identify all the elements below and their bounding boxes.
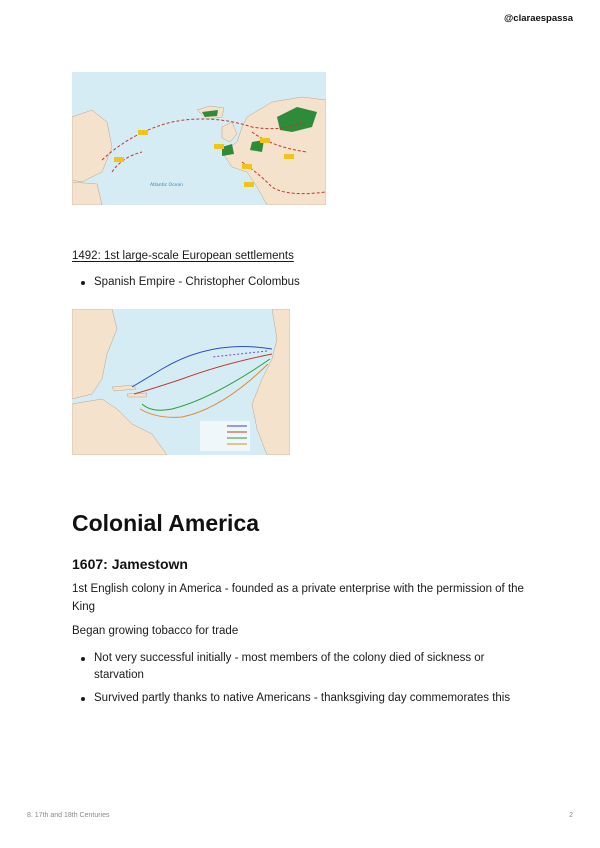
columbus-voyages-map-image <box>72 309 290 455</box>
list-item: Not very successful initially - most members of the colony died of sickness or starvation <box>72 650 532 684</box>
paragraph: 1st English colony in America - founded as a private enterprise with the permission of the King <box>72 583 524 613</box>
page-title: Colonial America <box>72 510 260 536</box>
section-bullet-list <box>72 274 532 291</box>
ocean-label: Atlantic Ocean <box>150 183 183 188</box>
columbus-voyages-map-icon <box>72 309 290 455</box>
viking-routes-map-image <box>72 72 326 205</box>
list-item: Survived partly thanks to native Americans - thanksgiving day commemorates this <box>72 690 532 707</box>
list-item: Spanish Empire - Christopher Colombus <box>72 274 532 291</box>
paragraph: Began growing tobacco for trade <box>72 625 239 637</box>
section-heading: 1492: 1st large-scale European settlements <box>72 250 294 262</box>
footer-chapter: 8. 17th and 18th Centuries <box>27 812 110 819</box>
viking-routes-map-icon <box>72 72 326 205</box>
section-subtitle: 1607: Jamestown <box>72 556 188 572</box>
page-number: 2 <box>569 812 573 819</box>
colonial-bullet-list <box>72 650 532 713</box>
author-handle: @claraespassa <box>504 13 573 24</box>
